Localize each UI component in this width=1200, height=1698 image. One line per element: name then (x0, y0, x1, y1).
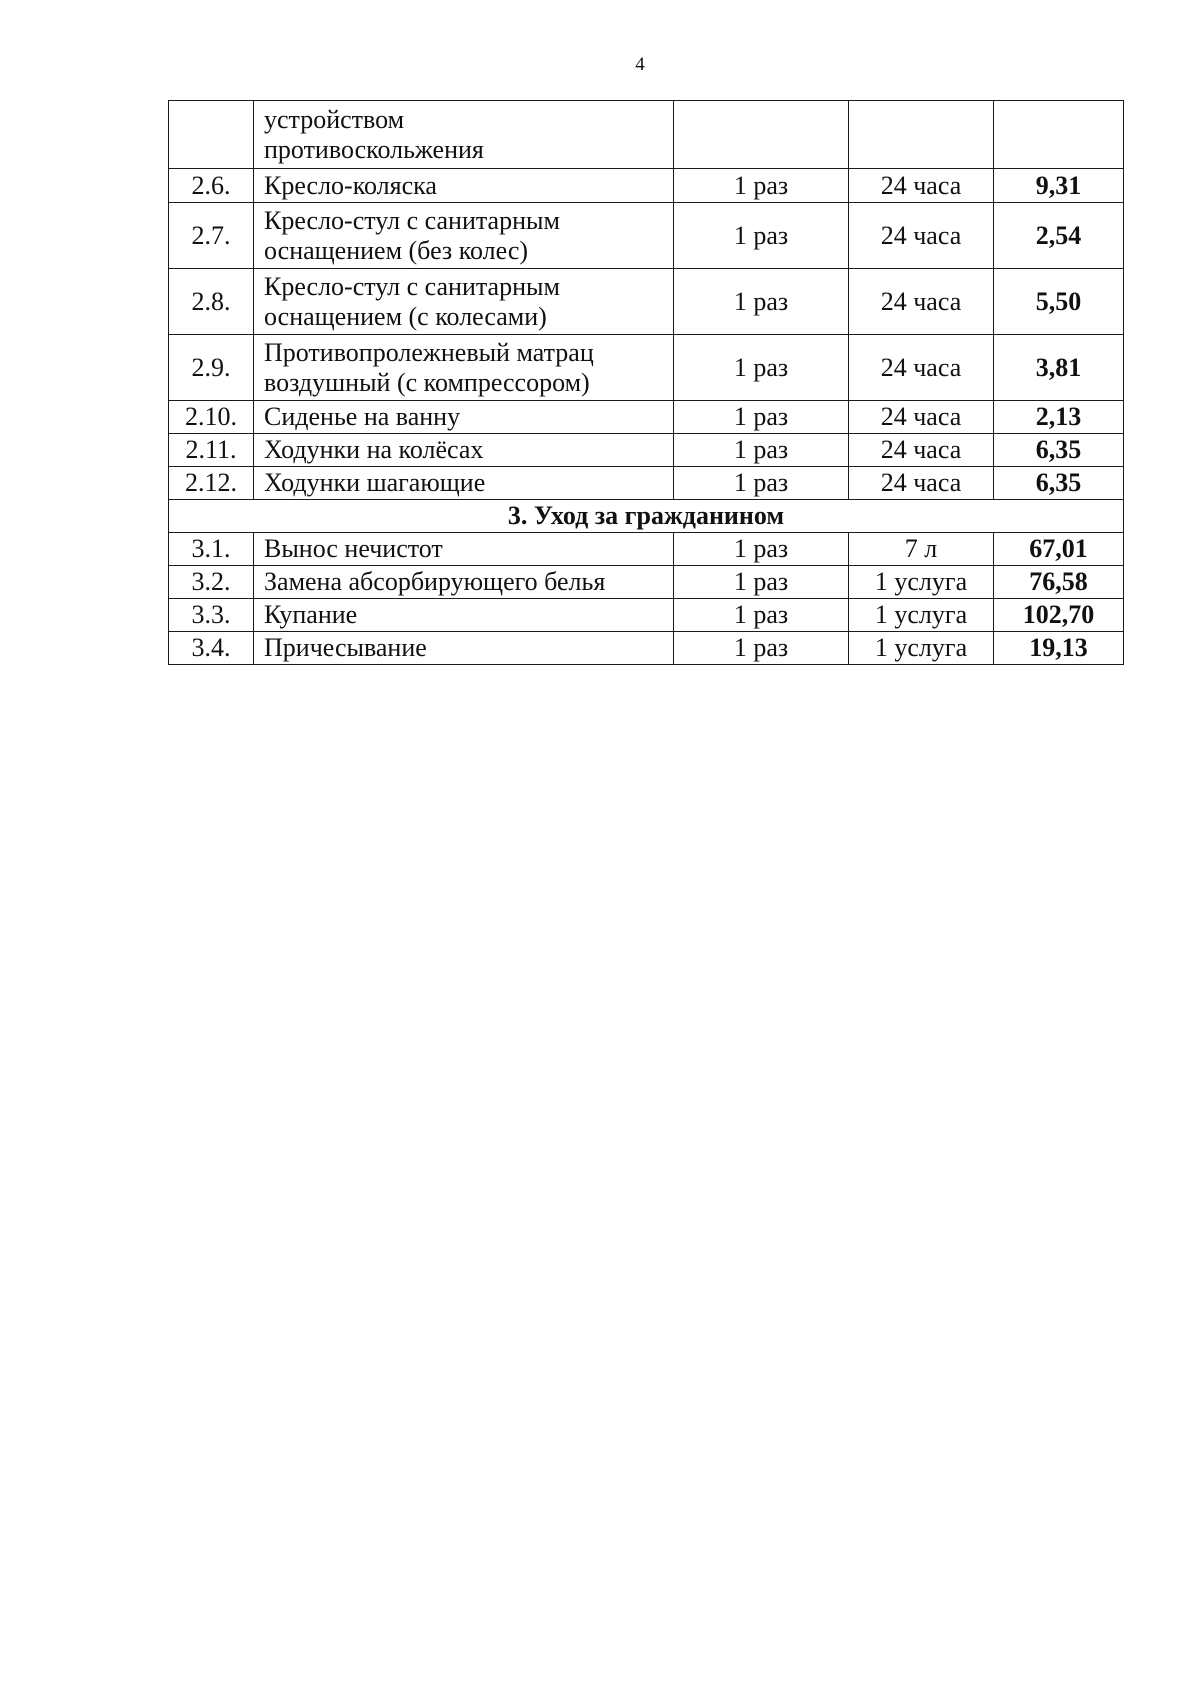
row-period-cell (849, 101, 994, 169)
row-number-cell: 2.7. (169, 203, 254, 269)
table-row (169, 434, 1124, 467)
row-name-line: устройством (264, 104, 405, 134)
row-period-cell: 24 часа (849, 269, 994, 335)
row-times-cell: 1 раз (674, 566, 849, 599)
row-times-cell: 1 раз (674, 434, 849, 467)
row-times-cell: 1 раз (674, 269, 849, 335)
row-name-cell: Кресло-стул с санитарным оснащением (без колес) (254, 203, 674, 269)
table-row (169, 269, 1124, 335)
row-price-cell: 76,58 (994, 566, 1124, 599)
row-period-cell: 24 часа (849, 401, 994, 434)
row-name-cell: Кресло-стул с санитарным оснащением (с колесами) (254, 269, 674, 335)
row-times-cell: 1 раз (674, 169, 849, 203)
table-row (169, 401, 1124, 434)
table-row (169, 599, 1124, 632)
row-times-cell: 1 раз (674, 632, 849, 665)
row-period-cell: 1 услуга (849, 632, 994, 665)
table-row (169, 632, 1124, 665)
row-number-cell: 3.1. (169, 533, 254, 566)
table-row (169, 566, 1124, 599)
row-times-cell: 1 раз (674, 533, 849, 566)
row-name-line: противоскольжения (264, 134, 484, 164)
row-times-cell: 1 раз (674, 599, 849, 632)
row-times-cell: 1 раз (674, 203, 849, 269)
row-period-cell: 24 часа (849, 434, 994, 467)
row-name-cell (254, 101, 674, 169)
row-times-cell: 1 раз (674, 335, 849, 401)
row-number-cell: 3.2. (169, 566, 254, 599)
row-price-cell: 6,35 (994, 467, 1124, 500)
row-price-cell: 67,01 (994, 533, 1124, 566)
row-price-cell: 5,50 (994, 269, 1124, 335)
row-name-cell: Причесывание (254, 632, 674, 665)
row-name-cell: Кресло-коляска (254, 169, 674, 203)
price-table (168, 100, 1124, 665)
row-name-cell: Купание (254, 599, 674, 632)
row-times-cell: 1 раз (674, 401, 849, 434)
table-row (169, 533, 1124, 566)
row-price-cell: 102,70 (994, 599, 1124, 632)
row-price-cell: 9,31 (994, 169, 1124, 203)
row-number-cell: 2.10. (169, 401, 254, 434)
row-name-cell: Ходунки шагающие (254, 467, 674, 500)
row-period-cell: 24 часа (849, 169, 994, 203)
row-price-cell: 19,13 (994, 632, 1124, 665)
row-period-cell: 1 услуга (849, 599, 994, 632)
row-name-cell: Сиденье на ванну (254, 401, 674, 434)
row-number-cell: 2.9. (169, 335, 254, 401)
row-period-cell: 24 часа (849, 335, 994, 401)
row-price-cell: 6,35 (994, 434, 1124, 467)
table-row (169, 335, 1124, 401)
row-number-cell: 2.12. (169, 467, 254, 500)
row-number-cell: 2.6. (169, 169, 254, 203)
row-period-cell: 24 часа (849, 203, 994, 269)
section-title: 3. Уход за гражданином (169, 500, 1124, 533)
page-number: 4 (635, 54, 645, 75)
row-number-cell: 3.3. (169, 599, 254, 632)
row-number-cell (169, 101, 254, 169)
row-period-cell: 1 услуга (849, 566, 994, 599)
table-row (169, 101, 1124, 169)
section-header-row (169, 500, 1124, 533)
row-name-cell: Замена абсорбирующего белья (254, 566, 674, 599)
row-period-cell: 7 л (849, 533, 994, 566)
table-row (169, 467, 1124, 500)
row-number-cell: 2.11. (169, 434, 254, 467)
row-price-cell: 3,81 (994, 335, 1124, 401)
table-row (169, 203, 1124, 269)
row-period-cell: 24 часа (849, 467, 994, 500)
row-number-cell: 2.8. (169, 269, 254, 335)
row-name-cell: Ходунки на колёсах (254, 434, 674, 467)
row-times-cell: 1 раз (674, 467, 849, 500)
row-price-cell: 2,13 (994, 401, 1124, 434)
row-name-cell: Противопролежневый матрац воздушный (с компрессором) (254, 335, 674, 401)
row-times-cell (674, 101, 849, 169)
row-name-cell: Вынос нечистот (254, 533, 674, 566)
row-number-cell: 3.4. (169, 632, 254, 665)
row-price-cell (994, 101, 1124, 169)
table-row (169, 169, 1124, 203)
row-price-cell: 2,54 (994, 203, 1124, 269)
